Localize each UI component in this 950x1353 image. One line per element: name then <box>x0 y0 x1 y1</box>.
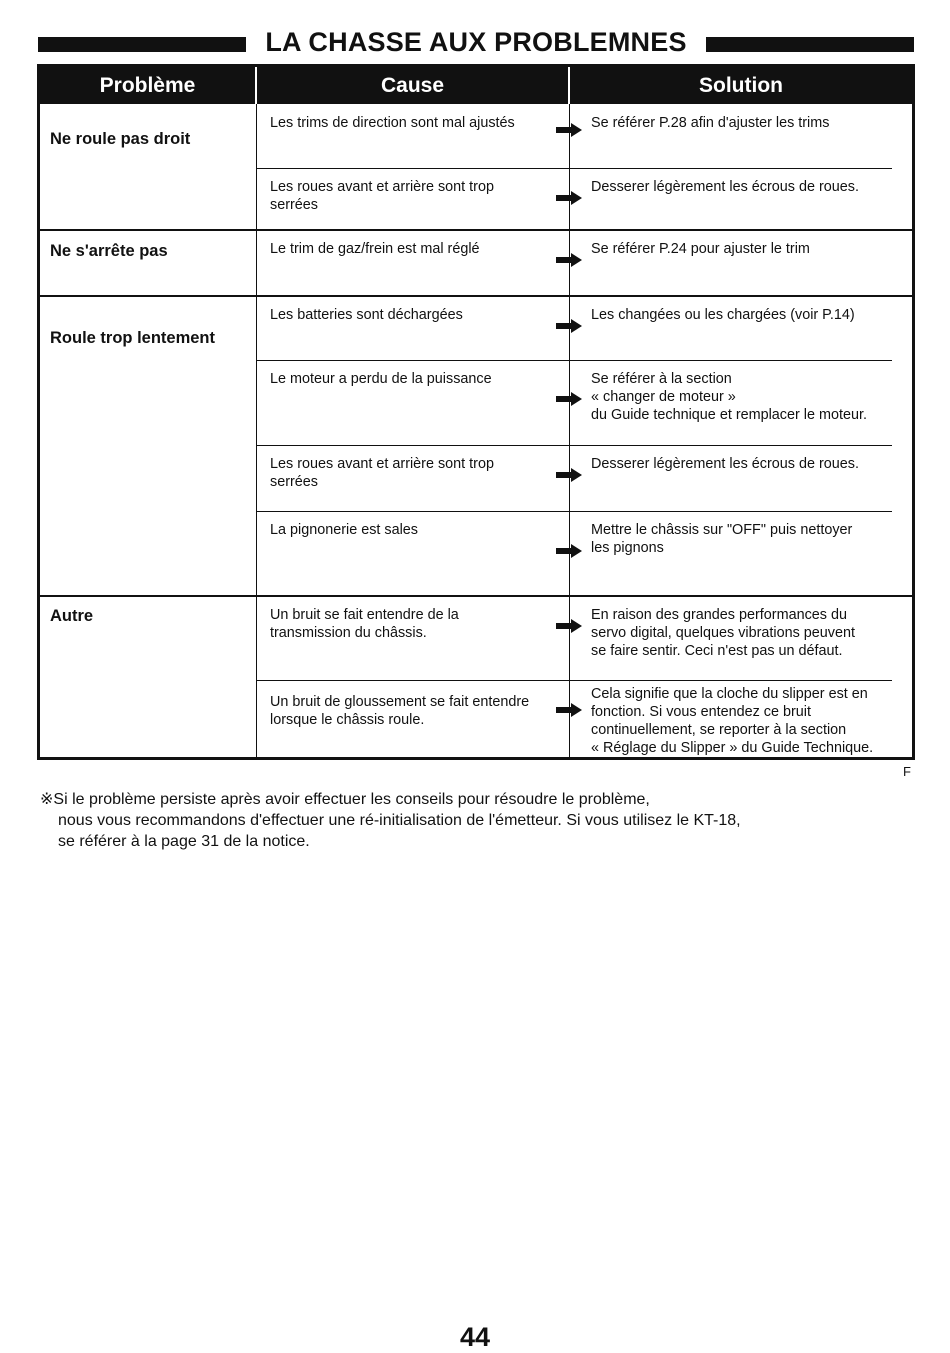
cause-cell <box>270 606 565 642</box>
cause-cell <box>270 370 565 388</box>
solution-cell <box>591 306 911 324</box>
row-divider <box>256 511 892 512</box>
group-divider <box>40 229 912 231</box>
cause-cell <box>270 240 565 258</box>
arrow-right-icon <box>556 253 582 267</box>
solution-text: du Guide technique et remplacer le moteur. <box>591 407 867 423</box>
row-divider <box>256 360 892 361</box>
footnote-line: nous vous recommandons d'effectuer une ré-initialisation de l'émetteur. Si vous utilisez le KT-18, <box>58 812 741 829</box>
page-title: LA CHASSE AUX PROBLEMNES <box>265 27 687 57</box>
language-mark: F <box>903 764 911 779</box>
arrow-right-icon <box>556 703 582 717</box>
cause-text: Le moteur a perdu de la puissance <box>270 371 492 387</box>
solution-cell <box>591 606 911 660</box>
problem-label: Ne s'arrête pas <box>50 242 168 260</box>
cause-text: Un bruit se fait entendre de la <box>270 607 459 623</box>
cause-cell <box>270 114 565 132</box>
cause-text: transmission du châssis. <box>270 625 427 641</box>
cause-cell <box>270 521 565 539</box>
cause-text: La pignonerie est sales <box>270 522 419 538</box>
cause-text: Les trims de direction sont mal ajustés <box>270 115 515 131</box>
troubleshooting-table <box>37 64 915 760</box>
cause-text: serrées <box>270 197 318 213</box>
solution-text: Se référer P.24 pour ajuster le trim <box>591 241 810 257</box>
group-divider <box>40 295 912 297</box>
problem-label: Autre <box>50 607 94 625</box>
solution-text: Les changées ou les chargées (voir P.14) <box>591 307 855 323</box>
row-divider <box>256 168 892 169</box>
arrow-right-icon <box>556 123 582 137</box>
column-divider <box>256 104 257 757</box>
footnote <box>40 789 741 852</box>
solution-text: « changer de moteur » <box>591 389 736 405</box>
solution-cell <box>591 521 911 557</box>
page-number: 44 <box>459 1322 491 1352</box>
cause-cell <box>270 693 565 729</box>
cause-text: Les roues avant et arrière sont trop <box>270 179 494 195</box>
solution-text: Desserer légèrement les écrous de roues. <box>591 179 859 195</box>
solution-text: les pignons <box>591 540 664 556</box>
header-problem: Problème <box>40 67 257 104</box>
solution-cell <box>591 178 911 196</box>
cause-text: Les roues avant et arrière sont trop <box>270 456 494 472</box>
arrow-right-icon <box>556 544 582 558</box>
solution-cell <box>591 685 911 757</box>
cause-cell <box>270 306 565 324</box>
group-divider <box>40 595 912 597</box>
solution-cell <box>591 370 911 424</box>
arrow-right-icon <box>556 392 582 406</box>
cause-text: serrées <box>270 474 318 490</box>
footnote-line: se référer à la page 31 de la notice. <box>58 833 310 850</box>
arrow-right-icon <box>556 191 582 205</box>
solution-cell <box>591 455 911 473</box>
title-bar <box>38 27 914 57</box>
solution-text: fonction. Si vous entendez ce bruit <box>591 704 811 720</box>
arrow-right-icon <box>556 319 582 333</box>
solution-text: Desserer légèrement les écrous de roues. <box>591 456 859 472</box>
solution-text: Cela signifie que la cloche du slipper est en <box>591 686 868 702</box>
solution-text: se faire sentir. Ceci n'est pas un défaut. <box>591 643 843 659</box>
header-solution: Solution <box>570 67 912 104</box>
row-divider <box>256 445 892 446</box>
problem-label: Roule trop lentement <box>50 329 216 347</box>
header-cause: Cause <box>257 67 570 104</box>
cause-text: Le trim de gaz/frein est mal réglé <box>270 241 480 257</box>
solution-cell <box>591 114 911 132</box>
arrow-right-icon <box>556 468 582 482</box>
solution-text: servo digital, quelques vibrations peuvent <box>591 625 855 641</box>
solution-text: continuellement, se reporter à la section <box>591 722 847 738</box>
solution-text: Se référer à la section <box>591 371 732 387</box>
solution-text: En raison des grandes performances du <box>591 607 847 623</box>
arrow-right-icon <box>556 619 582 633</box>
cause-text: Les batteries sont déchargées <box>270 307 463 323</box>
cause-text: Un bruit de gloussement se fait entendre <box>270 694 530 710</box>
solution-cell <box>591 240 911 258</box>
cause-cell <box>270 178 565 214</box>
cause-cell <box>270 455 565 491</box>
footnote-line: ※Si le problème persiste après avoir effectuer les conseils pour résoudre le problème, <box>40 791 650 808</box>
solution-text: Se référer P.28 afin d'ajuster les trims <box>591 115 830 131</box>
problem-label: Ne roule pas droit <box>50 130 191 148</box>
cause-text: lorsque le châssis roule. <box>270 712 425 728</box>
solution-text: « Réglage du Slipper » du Guide Technique. <box>591 740 874 756</box>
solution-text: Mettre le châssis sur "OFF" puis nettoyer <box>591 522 853 538</box>
row-divider <box>256 680 892 681</box>
